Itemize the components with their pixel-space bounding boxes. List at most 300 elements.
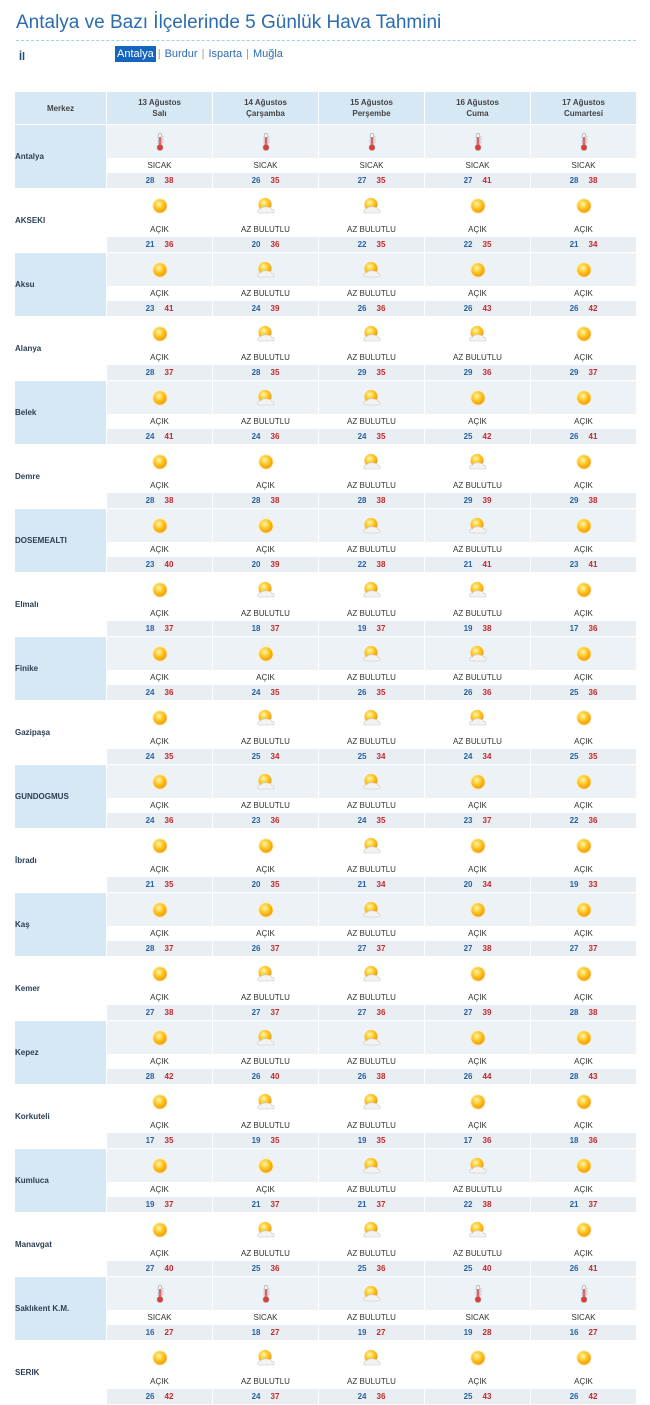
weather-icon-cell [213, 1149, 319, 1183]
table-row [15, 543, 637, 557]
sun-icon [574, 1221, 594, 1238]
max-temperature: 27 [588, 1328, 598, 1337]
weather-icon-cell [319, 957, 425, 991]
max-temperature: 36 [164, 688, 174, 697]
weather-icon-cell [213, 701, 319, 735]
table-row [15, 1069, 637, 1085]
sun-icon [574, 453, 594, 470]
min-temperature: 27 [463, 176, 473, 185]
partly-cloudy-icon [256, 965, 276, 982]
temperature-cell [213, 1197, 319, 1213]
min-temperature: 28 [145, 1072, 155, 1081]
max-temperature: 37 [164, 624, 174, 633]
column-header-merkez: Merkez [15, 92, 107, 125]
min-temperature: 27 [357, 944, 367, 953]
weather-description: AZ BULUTLU [425, 735, 531, 749]
weather-icon-cell [213, 765, 319, 799]
temperature-cell [425, 429, 531, 445]
min-temperature: 22 [463, 240, 473, 249]
column-header-day [107, 92, 213, 125]
max-temperature: 35 [376, 688, 386, 697]
temperature-cell [531, 813, 637, 829]
city-name: SERIK [15, 1341, 107, 1405]
weather-description: AÇIK [531, 799, 637, 813]
city-name: Aksu [15, 253, 107, 317]
max-temperature: 27 [164, 1328, 174, 1337]
weather-icon-cell [425, 381, 531, 415]
max-temperature: 35 [164, 752, 174, 761]
min-temperature: 28 [145, 368, 155, 377]
max-temperature: 38 [376, 1072, 386, 1081]
weather-description: AZ BULUTLU [319, 927, 425, 941]
weather-icon-cell [531, 637, 637, 671]
weather-icon-cell [531, 317, 637, 351]
max-temperature: 44 [482, 1072, 492, 1081]
partly-cloudy-icon [362, 773, 382, 790]
temperature-cell [531, 1389, 637, 1405]
sun-icon [150, 1093, 170, 1110]
max-temperature: 41 [588, 432, 598, 441]
sun-icon [574, 1157, 594, 1174]
city-name: GUNDOGMUS [15, 765, 107, 829]
max-temperature: 42 [588, 1392, 598, 1401]
temperature-cell [319, 877, 425, 893]
table-row [15, 159, 637, 173]
temperature-cell [531, 685, 637, 701]
min-temperature: 27 [357, 176, 367, 185]
weather-description: AÇIK [531, 991, 637, 1005]
weather-description: SICAK [107, 159, 213, 173]
min-temperature: 29 [463, 496, 473, 505]
day-weekday: Cuma [466, 109, 489, 118]
thermometer-hot-icon [574, 1285, 594, 1302]
city-name: Manavgat [15, 1213, 107, 1277]
table-header-row [15, 92, 637, 125]
max-temperature: 36 [588, 816, 598, 825]
weather-icon-cell [107, 381, 213, 415]
weather-icon-cell [319, 509, 425, 543]
temperature-cell [425, 941, 531, 957]
partly-cloudy-icon [362, 261, 382, 278]
column-header-day [425, 92, 531, 125]
min-temperature: 23 [569, 560, 579, 569]
temperature-cell [319, 685, 425, 701]
weather-icon-cell [425, 765, 531, 799]
max-temperature: 37 [376, 944, 386, 953]
temperature-cell [425, 813, 531, 829]
weather-description: AÇIK [107, 1055, 213, 1069]
table-row [15, 863, 637, 877]
thermometer-hot-icon [574, 133, 594, 150]
temperature-cell [107, 621, 213, 637]
partly-cloudy-icon [256, 1093, 276, 1110]
max-temperature: 37 [270, 1392, 280, 1401]
max-temperature: 37 [588, 1200, 598, 1209]
weather-icon-cell [213, 637, 319, 671]
temperature-cell [107, 1261, 213, 1277]
min-temperature: 21 [463, 560, 473, 569]
table-row [15, 445, 637, 479]
max-temperature: 41 [482, 176, 492, 185]
temperature-cell [531, 557, 637, 573]
min-temperature: 20 [251, 560, 261, 569]
min-temperature: 18 [145, 624, 155, 633]
partly-cloudy-icon [256, 773, 276, 790]
table-row [15, 1389, 637, 1405]
weather-description: AZ BULUTLU [319, 863, 425, 877]
weather-description: AÇIK [425, 991, 531, 1005]
min-temperature: 19 [357, 1136, 367, 1145]
sun-icon [574, 773, 594, 790]
min-temperature: 28 [145, 176, 155, 185]
sun-icon [256, 901, 276, 918]
weather-description: AÇIK [107, 223, 213, 237]
weather-icon-cell [107, 1277, 213, 1311]
max-temperature: 40 [164, 560, 174, 569]
weather-description: AÇIK [425, 1375, 531, 1389]
min-temperature: 21 [569, 1200, 579, 1209]
weather-icon-cell [425, 957, 531, 991]
table-row [15, 637, 637, 671]
weather-icon-cell [213, 189, 319, 223]
min-temperature: 26 [569, 1264, 579, 1273]
max-temperature: 35 [376, 368, 386, 377]
table-row [15, 1197, 637, 1213]
max-temperature: 38 [588, 1008, 598, 1017]
max-temperature: 38 [270, 496, 280, 505]
weather-description: AÇIK [531, 287, 637, 301]
partly-cloudy-icon [256, 581, 276, 598]
table-row [15, 365, 637, 381]
weather-icon-cell [531, 381, 637, 415]
weather-icon-cell [319, 829, 425, 863]
weather-description: AÇIK [531, 671, 637, 685]
weather-icon-cell [107, 765, 213, 799]
weather-icon-cell [319, 1021, 425, 1055]
weather-icon-cell [425, 189, 531, 223]
temperature-cell [531, 301, 637, 317]
city-name: Kumluca [15, 1149, 107, 1213]
weather-icon-cell [425, 1085, 531, 1119]
min-temperature: 19 [463, 624, 473, 633]
max-temperature: 35 [270, 368, 280, 377]
weather-description: AÇIK [213, 863, 319, 877]
max-temperature: 34 [482, 752, 492, 761]
min-temperature: 26 [569, 432, 579, 441]
weather-description: AÇIK [531, 1183, 637, 1197]
min-temperature: 26 [569, 1392, 579, 1401]
weather-icon-cell [531, 1085, 637, 1119]
temperature-cell [213, 813, 319, 829]
min-temperature: 28 [357, 496, 367, 505]
min-temperature: 27 [145, 1008, 155, 1017]
partly-cloudy-icon [468, 709, 488, 726]
max-temperature: 38 [376, 560, 386, 569]
weather-description: AZ BULUTLU [319, 1183, 425, 1197]
province-link-antalya[interactable]: Antalya [117, 48, 154, 60]
max-temperature: 37 [482, 816, 492, 825]
temperature-cell [319, 237, 425, 253]
min-temperature: 28 [251, 368, 261, 377]
weather-description: AZ BULUTLU [213, 351, 319, 365]
weather-description: AÇIK [531, 1247, 637, 1261]
partly-cloudy-icon [256, 389, 276, 406]
sun-icon [150, 709, 170, 726]
weather-description: AZ BULUTLU [425, 1247, 531, 1261]
weather-icon-cell [107, 509, 213, 543]
province-link-isparta[interactable]: Isparta [208, 48, 243, 60]
weather-description: AZ BULUTLU [319, 415, 425, 429]
max-temperature: 35 [164, 880, 174, 889]
table-row [15, 237, 637, 253]
sun-icon [150, 901, 170, 918]
max-temperature: 36 [482, 688, 492, 697]
max-temperature: 27 [270, 1328, 280, 1337]
max-temperature: 38 [376, 496, 386, 505]
column-header-day [319, 92, 425, 125]
min-temperature: 28 [569, 1008, 579, 1017]
weather-icon-cell [213, 1277, 319, 1311]
weather-description: AZ BULUTLU [425, 1183, 531, 1197]
weather-icon-cell [531, 893, 637, 927]
page-title: Antalya ve Bazı İlçelerinde 5 Günlük Hava Tahmini [16, 12, 442, 33]
weather-description: AÇIK [107, 991, 213, 1005]
sun-icon [468, 773, 488, 790]
temperature-cell [531, 1005, 637, 1021]
temperature-cell [107, 749, 213, 765]
weather-icon-cell [107, 317, 213, 351]
max-temperature: 37 [270, 944, 280, 953]
min-temperature: 17 [145, 1136, 155, 1145]
min-temperature: 22 [357, 240, 367, 249]
table-row [15, 671, 637, 685]
weather-icon-cell [531, 509, 637, 543]
table-row [15, 317, 637, 351]
thermometer-hot-icon [256, 133, 276, 150]
min-temperature: 26 [569, 304, 579, 313]
weather-description: AZ BULUTLU [319, 671, 425, 685]
weather-icon-cell [425, 1341, 531, 1375]
weather-icon-cell [319, 1341, 425, 1375]
max-temperature: 41 [482, 560, 492, 569]
partly-cloudy-icon [256, 1029, 276, 1046]
weather-description: AÇIK [425, 1055, 531, 1069]
min-temperature: 24 [145, 432, 155, 441]
weather-description: AÇIK [531, 479, 637, 493]
table-row [15, 573, 637, 607]
table-row [15, 991, 637, 1005]
partly-cloudy-icon [362, 581, 382, 598]
max-temperature: 35 [376, 1136, 386, 1145]
sun-icon [150, 517, 170, 534]
weather-description: AÇIK [531, 607, 637, 621]
table-row [15, 479, 637, 493]
max-temperature: 34 [482, 880, 492, 889]
sun-icon [574, 325, 594, 342]
max-temperature: 35 [270, 880, 280, 889]
temperature-cell [531, 1133, 637, 1149]
min-temperature: 23 [463, 816, 473, 825]
partly-cloudy-icon [256, 709, 276, 726]
table-row [15, 429, 637, 445]
city-name: AKSEKI [15, 189, 107, 253]
weather-icon-cell [425, 253, 531, 287]
city-name: Belek [15, 381, 107, 445]
weather-description: AÇIK [425, 1119, 531, 1133]
partly-cloudy-icon [468, 1157, 488, 1174]
max-temperature: 36 [270, 816, 280, 825]
min-temperature: 28 [251, 496, 261, 505]
weather-description: AÇIK [107, 287, 213, 301]
separator: | [246, 48, 249, 60]
city-name: Gazipaşa [15, 701, 107, 765]
temperature-cell [319, 1005, 425, 1021]
temperature-cell [107, 429, 213, 445]
weather-icon-cell [213, 1021, 319, 1055]
weather-icon-cell [107, 189, 213, 223]
weather-description: AZ BULUTLU [425, 479, 531, 493]
weather-icon-cell [107, 573, 213, 607]
table-row [15, 1005, 637, 1021]
table-row [15, 799, 637, 813]
temperature-cell [531, 429, 637, 445]
partly-cloudy-icon [362, 325, 382, 342]
max-temperature: 36 [164, 240, 174, 249]
temperature-cell [213, 557, 319, 573]
max-temperature: 34 [376, 880, 386, 889]
temperature-cell [213, 1133, 319, 1149]
title-divider [16, 40, 636, 41]
max-temperature: 41 [164, 304, 174, 313]
temperature-cell [213, 173, 319, 189]
table-row [15, 509, 637, 543]
min-temperature: 27 [569, 944, 579, 953]
max-temperature: 35 [376, 816, 386, 825]
city-name: Elmalı [15, 573, 107, 637]
temperature-cell [319, 1133, 425, 1149]
day-weekday: Cumartesi [563, 109, 604, 118]
max-temperature: 42 [164, 1392, 174, 1401]
city-name: Alanya [15, 317, 107, 381]
min-temperature: 24 [145, 688, 155, 697]
temperature-cell [531, 877, 637, 893]
weather-description: AZ BULUTLU [213, 799, 319, 813]
min-temperature: 25 [463, 432, 473, 441]
temperature-cell [425, 1069, 531, 1085]
temperature-cell [319, 1197, 425, 1213]
max-temperature: 43 [588, 1072, 598, 1081]
temperature-cell [425, 749, 531, 765]
weather-icon-cell [319, 125, 425, 159]
max-temperature: 36 [376, 1264, 386, 1273]
min-temperature: 18 [251, 624, 261, 633]
temperature-cell [319, 493, 425, 509]
temperature-cell [319, 365, 425, 381]
min-temperature: 28 [569, 1072, 579, 1081]
sun-icon [150, 837, 170, 854]
partly-cloudy-icon [256, 197, 276, 214]
weather-icon-cell [425, 573, 531, 607]
weather-icon-cell [213, 1213, 319, 1247]
max-temperature: 37 [270, 624, 280, 633]
min-temperature: 18 [569, 1136, 579, 1145]
weather-icon-cell [319, 765, 425, 799]
weather-description: AZ BULUTLU [319, 1119, 425, 1133]
min-temperature: 26 [357, 304, 367, 313]
table-row [15, 125, 637, 159]
weather-description: AÇIK [425, 287, 531, 301]
partly-cloudy-icon [468, 1221, 488, 1238]
weather-description: AÇIK [107, 479, 213, 493]
table-row [15, 1021, 637, 1055]
min-temperature: 16 [569, 1328, 579, 1337]
weather-icon-cell [425, 1149, 531, 1183]
min-temperature: 19 [251, 1136, 261, 1145]
min-temperature: 25 [251, 752, 261, 761]
min-temperature: 21 [251, 1200, 261, 1209]
sun-icon [256, 517, 276, 534]
min-temperature: 24 [145, 752, 155, 761]
weather-icon-cell [425, 509, 531, 543]
max-temperature: 37 [164, 944, 174, 953]
max-temperature: 35 [376, 240, 386, 249]
sun-icon [468, 389, 488, 406]
max-temperature: 38 [588, 496, 598, 505]
city-name: Saklıkent K.M. [15, 1277, 107, 1341]
min-temperature: 25 [357, 1264, 367, 1273]
weather-description: AZ BULUTLU [213, 1247, 319, 1261]
temperature-cell [107, 1005, 213, 1021]
province-link-burdur[interactable]: Burdur [164, 48, 198, 60]
weather-description: AÇIK [531, 1055, 637, 1069]
temperature-cell [107, 877, 213, 893]
table-row [15, 607, 637, 621]
max-temperature: 41 [164, 432, 174, 441]
temperature-cell [425, 365, 531, 381]
max-temperature: 42 [164, 1072, 174, 1081]
min-temperature: 28 [145, 944, 155, 953]
column-header-day [531, 92, 637, 125]
province-link-mugla[interactable]: Muğla [252, 48, 283, 60]
weather-description: SICAK [319, 159, 425, 173]
min-temperature: 23 [251, 816, 261, 825]
temperature-cell [107, 1197, 213, 1213]
table-row [15, 893, 637, 927]
min-temperature: 28 [145, 496, 155, 505]
table-row [15, 381, 637, 415]
min-temperature: 29 [569, 368, 579, 377]
max-temperature: 37 [588, 368, 598, 377]
weather-icon-cell [531, 1341, 637, 1375]
min-temperature: 24 [251, 688, 261, 697]
temperature-cell [213, 877, 319, 893]
weather-icon-cell [213, 1085, 319, 1119]
sun-icon [574, 709, 594, 726]
temperature-cell [213, 685, 319, 701]
temperature-cell [213, 429, 319, 445]
table-row [15, 1247, 637, 1261]
weather-description: AÇIK [531, 1119, 637, 1133]
partly-cloudy-icon [362, 1157, 382, 1174]
max-temperature: 42 [482, 432, 492, 441]
sun-icon [150, 1349, 170, 1366]
weather-icon-cell [319, 1213, 425, 1247]
table-row [15, 1055, 637, 1069]
weather-icon-cell [425, 1277, 531, 1311]
temperature-cell [319, 813, 425, 829]
max-temperature: 41 [588, 560, 598, 569]
sun-icon [150, 261, 170, 278]
